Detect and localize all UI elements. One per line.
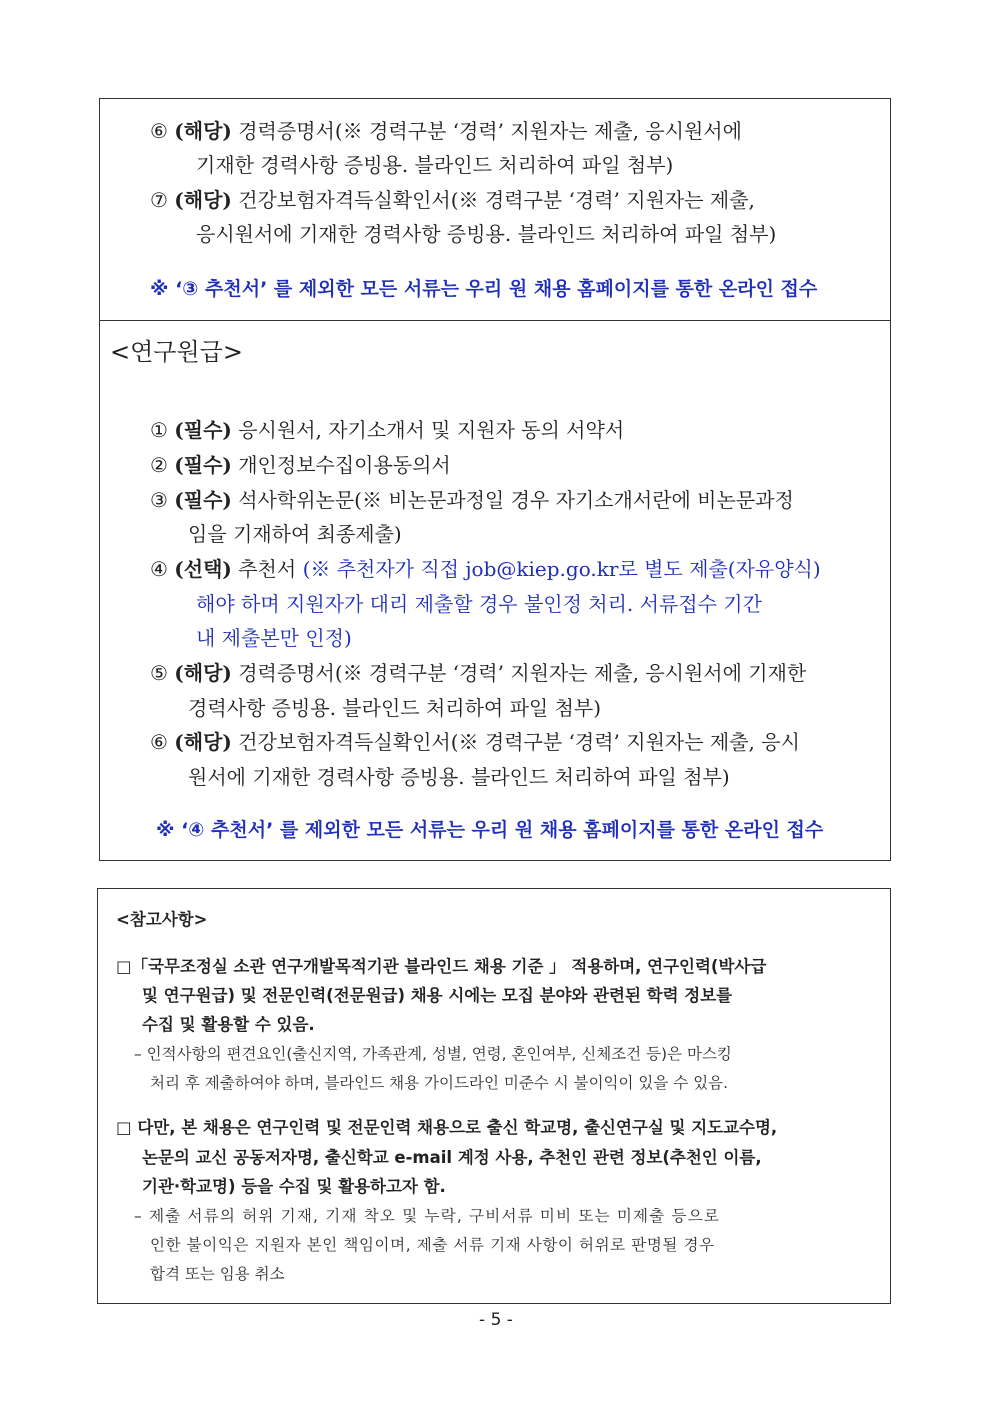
item-line-cont: 내 제출본만 인정) — [196, 626, 352, 650]
item-line-cont: 응시원서에 기재한 경력사항 증빙용. 블라인드 처리하여 파일 첨부) — [196, 222, 777, 246]
online-submission-note: ※ ‘④ 추천서’ 를 제외한 모든 서류는 우리 원 채용 홈페이지를 통한 온라인 접수 — [156, 819, 824, 841]
item-line-cont: 경력사항 증빙용. 블라인드 처리하여 파일 첨부) — [188, 696, 602, 720]
item-line: ⑥ (해당) 경력증명서(※ 경력구분 ‘경력’ 지원자는 제출, 응시원서에 — [150, 119, 742, 143]
reference-paragraph: 논문의 교신 공동저자명, 출신학교 e-mail 계정 사용, 추천인 관련 정보(추천인 이름, — [142, 1148, 762, 1167]
item-line: ① (필수) 응시원서, 자기소개서 및 지원자 동의 서약서 — [150, 418, 625, 442]
reference-subnote: – 제출 서류의 허위 기재, 기재 착오 및 누락, 구비서류 미비 또는 미제출 등으로 — [134, 1207, 721, 1225]
reference-box — [97, 888, 891, 1304]
item-line-cont: 원서에 기재한 경력사항 증빙용. 블라인드 처리하여 파일 첨부) — [188, 765, 730, 789]
reference-paragraph: 기관·학교명) 등을 수집 및 활용하고자 함. — [142, 1177, 446, 1196]
item-line: ② (필수) 개인정보수집이용동의서 — [150, 453, 451, 477]
reference-subnote: 합격 또는 임용 취소 — [150, 1265, 285, 1283]
item-line-cont: 해야 하며 지원자가 대리 제출할 경우 불인정 처리. 서류접수 기간 — [196, 592, 762, 616]
reference-subnote: – 인적사항의 편견요인(출신지역, 가족관계, 성별, 연령, 혼인여부, 신체조건 등)은 마스킹 — [134, 1045, 732, 1063]
reference-title: <참고사항> — [116, 910, 208, 929]
reference-paragraph: 수집 및 활용할 수 있음. — [142, 1015, 315, 1034]
item-line: ⑥ (해당) 건강보험자격득실확인서(※ 경력구분 ‘경력’ 지원자는 제출, 응시 — [150, 730, 800, 754]
online-submission-note: ※ ‘③ 추천서’ 를 제외한 모든 서류는 우리 원 채용 홈페이지를 통한 온라인 접수 — [150, 278, 818, 300]
reference-subnote: 처리 후 제출하여야 하며, 블라인드 채용 가이드라인 미준수 시 불이익이 있을 수 있음. — [150, 1074, 729, 1092]
reference-paragraph: □ 다만, 본 채용은 연구인력 및 전문인력 채용으로 출신 학교명, 출신연구실 및 지도교수명, — [116, 1118, 778, 1137]
item-line: ③ (필수) 석사학위논문(※ 비논문과정일 경우 자기소개서란에 비논문과정 — [150, 488, 794, 512]
section-heading: <연구원급> — [110, 338, 243, 366]
item-line: ⑦ (해당) 건강보험자격득실확인서(※ 경력구분 ‘경력’ 지원자는 제출, — [150, 188, 755, 212]
reference-paragraph: □「국무조정실 소관 연구개발목적기관 블라인드 채용 기준 」 적용하며, 연구인력(박사급 — [116, 957, 767, 976]
item-line-cont: 임을 기재하여 최종제출) — [188, 522, 402, 546]
section-divider — [100, 320, 890, 321]
item-line: ④ (선택) 추천서 (※ 추천자가 직접 job@kiep.go.kr로 별도 제출(자유양식) — [150, 557, 821, 581]
reference-subnote: 인한 불이익은 지원자 본인 책임이며, 제출 서류 기재 사항이 허위로 판명될 경우 — [150, 1236, 715, 1254]
documents-box — [99, 98, 891, 861]
item-line: ⑤ (해당) 경력증명서(※ 경력구분 ‘경력’ 지원자는 제출, 응시원서에 기재한 — [150, 661, 807, 685]
item-line-cont: 기재한 경력사항 증빙용. 블라인드 처리하여 파일 첨부) — [196, 153, 674, 177]
page-number: - 5 - — [479, 1310, 513, 1330]
reference-paragraph: 및 연구원급) 및 전문인력(전문원급) 채용 시에는 모집 분야와 관련된 학력 정보를 — [142, 986, 733, 1005]
